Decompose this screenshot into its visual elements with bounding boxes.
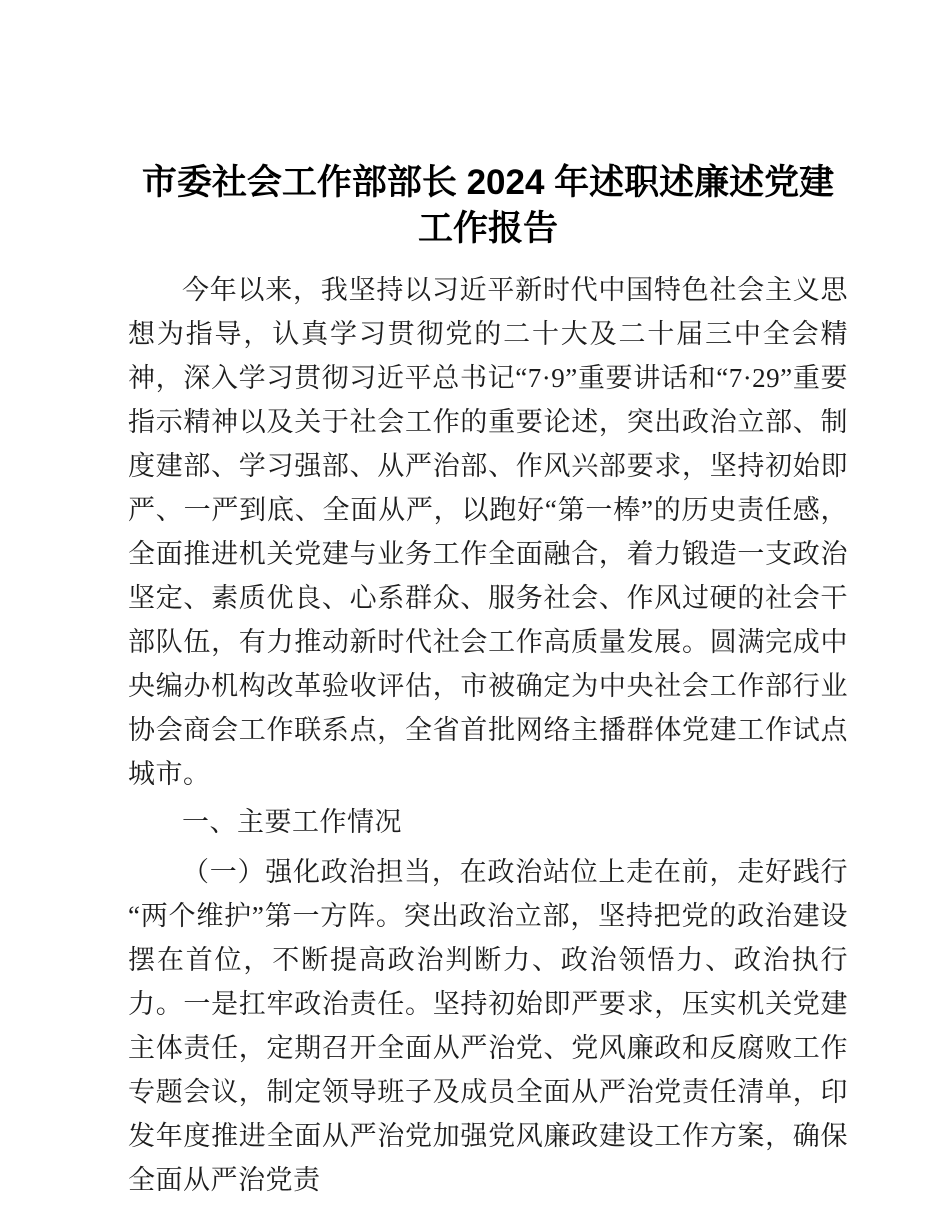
document-title: 市委社会工作部部长 2024 年述职述廉述党建工作报告 — [141, 163, 835, 248]
section-paragraph-political-responsibility: （一）强化政治担当，在政治站位上走在前，走好践行“两个维护”第一方阵。突出政治立部，坚持把党的政治建设摆在首位，不断提高政治判断力、政治领悟力、政治执行力。一是扛牢政治责任。坚持初始即严要求，压实机关党建主体责任，定期召开全面从严治党、党风廉政和反腐败工作专题会议，制定领导班子及成员全面从严治党责任清单，印发年度推进全面从严治党加强党风廉政建设工作方案，确保全面从严治党责 — [128, 857, 848, 1195]
intro-paragraph: 今年以来，我坚持以习近平新时代中国特色社会主义思想为指导，认真学习贯彻党的二十大及二十届三中全会精神，深入学习贯彻习近平总书记“7·9”重要讲话和“7·29”重要指示精神以及关于社会工作的重要论述，突出政治立部、制度建部、学习强部、从严治部、作风兴部要求，坚持初始即严、一严到底、全面从严，以跑好“第一棒”的历史责任感，全面推进机关党建与业务工作全面融合，着力锻造一支政治坚定、素质优良、心系群众、服务社会、作风过硬的社会干部队伍，有力推动新时代社会工作高质量发展。圆满完成中央编办机构改革验收评估，市被确定为中央社会工作部行业协会商会工作联系点，全省首批网络主播群体党建工作试点城市。 — [128, 275, 848, 789]
section-heading-main-work: 一、主要工作情况 — [182, 807, 402, 837]
